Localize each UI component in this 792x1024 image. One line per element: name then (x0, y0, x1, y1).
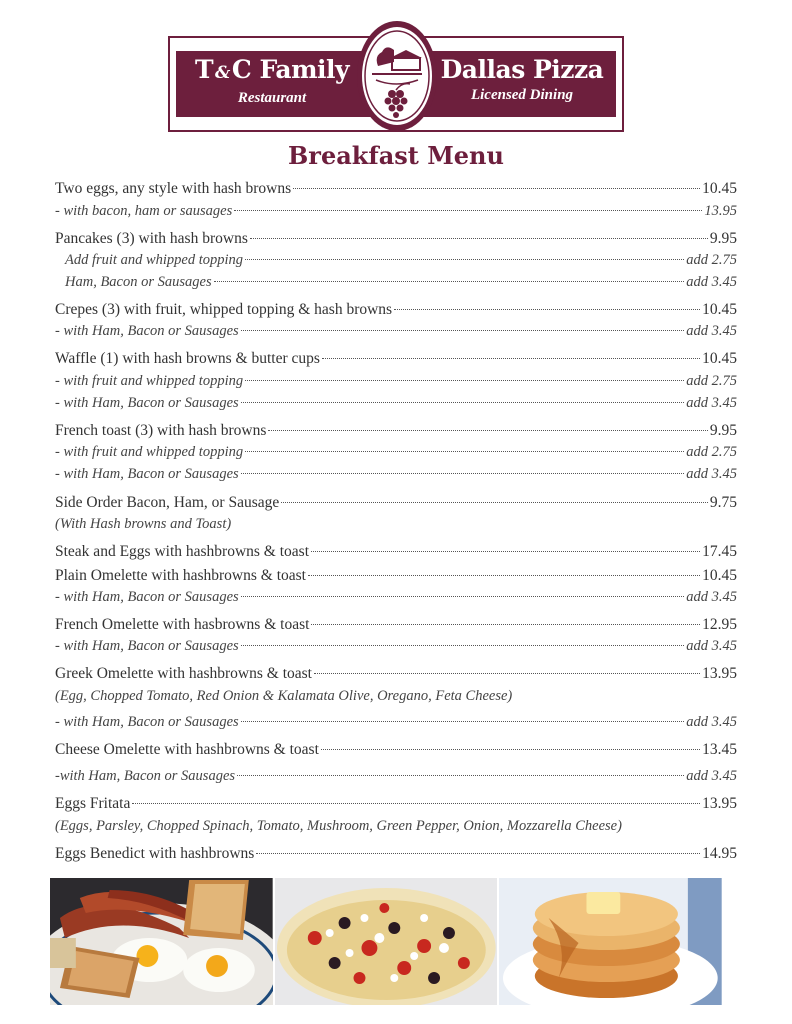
dot-leader (245, 450, 684, 452)
photo-greek-omelette (275, 878, 498, 1005)
item-price: add 3.45 (686, 714, 737, 730)
dot-leader (241, 720, 685, 722)
dot-leader (394, 308, 700, 310)
menu-item-option (55, 373, 737, 393)
logo-ampersand: & (215, 63, 230, 83)
item-name: - with Ham, Bacon or Sausages (55, 466, 239, 482)
menu-item (55, 616, 737, 636)
dot-leader (311, 623, 700, 625)
menu-item (55, 301, 737, 321)
item-price: add 3.45 (686, 638, 737, 654)
item-name: Two eggs, any style with hash browns (55, 180, 292, 197)
item-price: 10.45 (702, 350, 737, 367)
dot-leader (314, 672, 700, 674)
item-name: French Omelette with hasbrowns & toast (55, 616, 310, 633)
menu-item (55, 741, 737, 761)
menu-item (55, 665, 737, 685)
item-name: - with Ham, Bacon or Sausages (55, 395, 239, 411)
item-price: 12.95 (702, 616, 737, 633)
logo-left-name-a: T (194, 55, 214, 84)
item-name: Add fruit and whipped topping (65, 252, 244, 268)
item-price: 10.45 (702, 180, 737, 197)
menu-title: Breakfast Menu (288, 141, 504, 170)
menu-item-option (55, 252, 737, 272)
restaurant-logo (168, 20, 626, 134)
menu-item-option (55, 203, 737, 223)
menu-item-option (55, 638, 737, 658)
menu-item (55, 543, 737, 563)
item-price: 13.95 (702, 795, 737, 812)
menu-item-option (55, 444, 737, 464)
photo-pancake-stack (499, 878, 722, 1005)
dot-leader (241, 329, 685, 331)
item-price: 14.95 (702, 845, 737, 862)
dot-leader (281, 501, 708, 503)
logo-emblem-icon (356, 20, 438, 132)
dot-leader (311, 550, 700, 552)
item-name: Eggs Benedict with hashbrowns (55, 845, 255, 862)
item-name: - with Ham, Bacon or Sausages (55, 714, 239, 730)
dot-leader (241, 595, 685, 597)
item-name: - with Ham, Bacon or Sausages (55, 323, 239, 339)
item-price: 9.95 (709, 230, 737, 247)
food-photo-strip (50, 878, 722, 1005)
item-price: add 2.75 (686, 444, 737, 460)
item-price: add 2.75 (686, 252, 737, 268)
menu-item-option (55, 274, 737, 294)
item-name: Eggs Fritata (55, 795, 131, 812)
menu-item-option (55, 395, 737, 415)
dot-leader (132, 802, 700, 804)
item-price: 13.95 (704, 203, 737, 219)
logo-right-block (440, 54, 604, 104)
dot-leader (214, 280, 685, 282)
dot-leader (241, 472, 685, 474)
item-note: (Eggs, Parsley, Chopped Spinach, Tomato, Mushroom, Green Pepper, Onion, Mozzarella Cheese) (55, 818, 622, 834)
logo-left-block (188, 54, 356, 107)
item-price: 17.45 (702, 543, 737, 560)
menu-item-option (55, 323, 737, 343)
item-name: Steak and Eggs with hashbrowns & toast (55, 543, 310, 560)
photo-eggs-bacon-toast (50, 878, 273, 1005)
menu-item-option (55, 466, 737, 486)
item-price: add 3.45 (686, 323, 737, 339)
item-name: - with Ham, Bacon or Sausages (55, 589, 239, 605)
menu-item (55, 567, 737, 587)
item-name: Side Order Bacon, Ham, or Sausage (55, 494, 280, 511)
logo-left-name (188, 54, 356, 89)
menu-item (55, 845, 737, 865)
menu-item (55, 494, 737, 514)
dot-leader (256, 852, 700, 854)
menu-item (55, 180, 737, 200)
dot-leader (250, 237, 708, 239)
item-price: add 3.45 (686, 466, 737, 482)
dot-leader (237, 774, 684, 776)
menu-item (55, 350, 737, 370)
item-name: Pancakes (3) with hash browns (55, 230, 248, 247)
item-name: Crepes (3) with fruit, whipped topping & hash browns (55, 301, 393, 318)
item-price: 10.45 (702, 567, 737, 584)
item-price: add 3.45 (686, 395, 737, 411)
item-price: 10.45 (702, 301, 737, 318)
item-name: - with fruit and whipped topping (55, 444, 244, 460)
dot-leader (241, 644, 685, 646)
dot-leader (293, 187, 700, 189)
logo-right-name: Dallas Pizza (440, 55, 604, 84)
item-price: add 3.45 (686, 589, 737, 605)
menu-item-option (55, 589, 737, 609)
item-price: add 3.45 (686, 768, 737, 784)
dot-leader (268, 429, 708, 431)
menu-item (55, 795, 737, 815)
dot-leader (322, 357, 700, 359)
item-name: - with bacon, ham or sausages (55, 203, 233, 219)
item-name: Greek Omelette with hashbrowns & toast (55, 665, 312, 682)
menu-item (55, 230, 737, 250)
logo-right-subtitle: Licensed Dining (470, 87, 574, 103)
item-name: Ham, Bacon or Sausages (65, 274, 212, 290)
dot-leader (241, 401, 685, 403)
item-price: add 3.45 (686, 274, 737, 290)
logo-left-name-b: C Family (231, 55, 350, 84)
dot-leader (245, 258, 684, 260)
item-name: French toast (3) with hash browns (55, 422, 267, 439)
omelette-image (275, 878, 498, 1005)
eggs-bacon-image (50, 878, 273, 1005)
item-name: Waffle (1) with hash browns & butter cups (55, 350, 320, 367)
menu-item-option (55, 714, 737, 734)
dot-leader (245, 379, 684, 381)
item-name: Plain Omelette with hashbrowns & toast (55, 567, 306, 584)
item-name: - with fruit and whipped topping (55, 373, 244, 389)
item-name: - with Ham, Bacon or Sausages (55, 638, 239, 654)
dot-leader (234, 209, 702, 211)
item-price: add 2.75 (686, 373, 737, 389)
item-price: 9.95 (709, 422, 737, 439)
logo-left-subtitle: Restaurant (237, 90, 307, 106)
pancakes-image (499, 878, 722, 1005)
item-name: -with Ham, Bacon or Sausages (55, 768, 236, 784)
item-note: (Egg, Chopped Tomato, Red Onion & Kalamata Olive, Oregano, Feta Cheese) (55, 688, 513, 704)
menu-item-option (55, 768, 737, 788)
item-price: 13.95 (702, 665, 737, 682)
dot-leader (321, 748, 700, 750)
dot-leader (308, 574, 700, 576)
item-note: (With Hash browns and Toast) (55, 516, 232, 532)
item-price: 9.75 (709, 494, 737, 511)
item-price: 13.45 (702, 741, 737, 758)
item-name: Cheese Omelette with hashbrowns & toast (55, 741, 319, 758)
menu-item (55, 422, 737, 442)
